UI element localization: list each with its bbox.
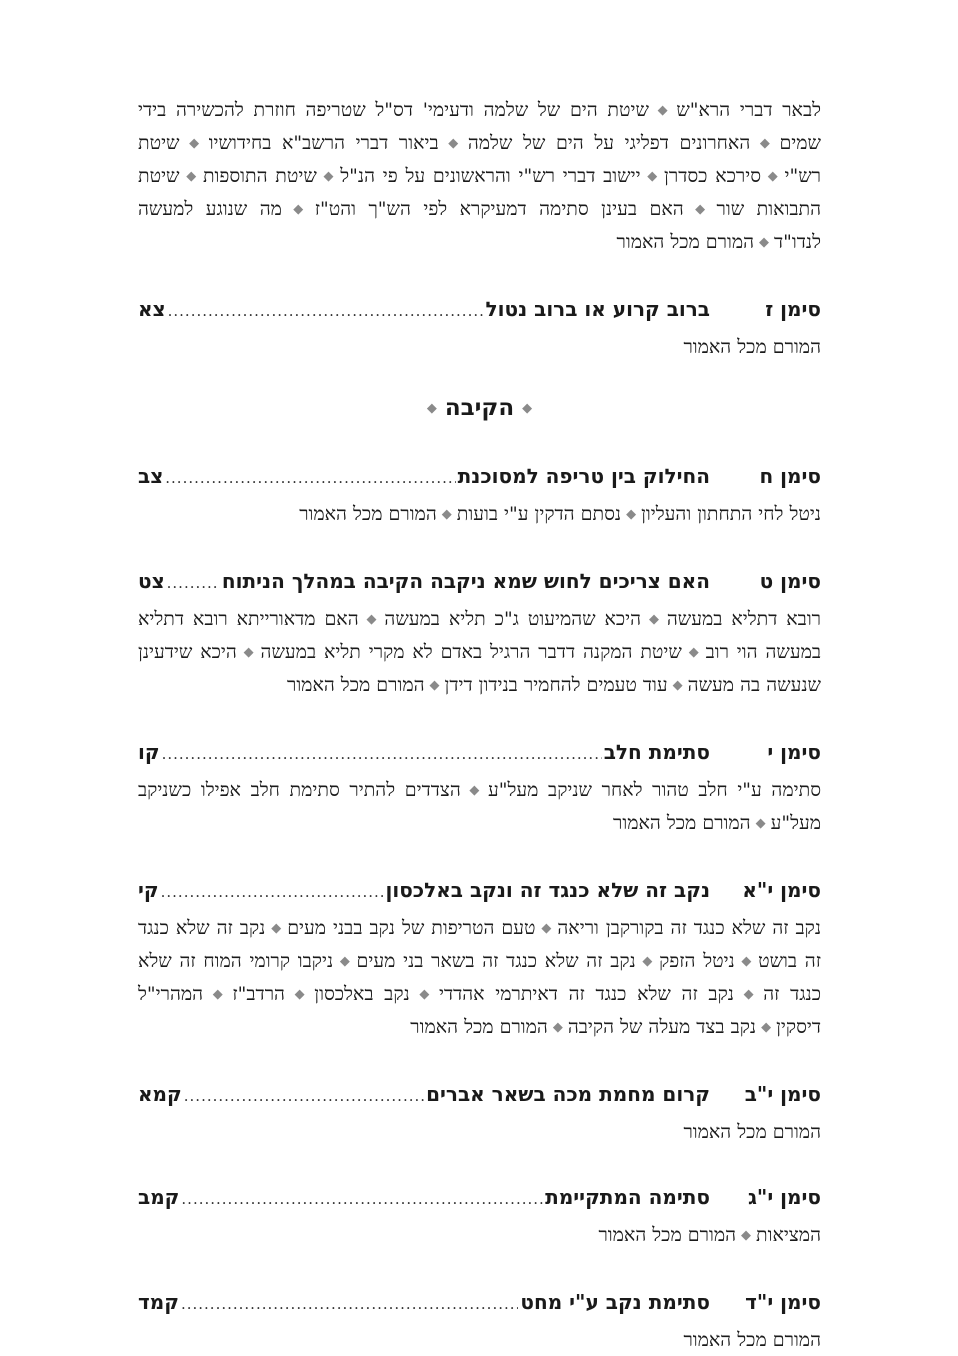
entry-title: ברוב קרוע או ברוב נטול [485, 297, 710, 321]
toc-entry-siman-10[interactable] [138, 737, 821, 841]
diamond-bullet-icon: ◆ [441, 507, 452, 522]
dot-leader [167, 568, 220, 598]
diamond-bullet-icon: ◆ [321, 169, 336, 184]
toc-entry-siman-8[interactable] [138, 461, 821, 532]
diamond-bullet-icon: ◆ [672, 678, 683, 693]
page-number: קמב [138, 1185, 180, 1209]
diamond-bullet-icon: ◆ [646, 612, 662, 627]
diamond-bullet-icon: ◆ [414, 987, 434, 1002]
diamond-bullet-icon: ◆ [552, 1020, 563, 1035]
item: נסתם הדקין ע"י בועות [456, 503, 622, 525]
diamond-bullet-icon: ◆ [289, 987, 310, 1002]
item: המהרי"ל דיסקין [138, 983, 821, 1038]
siman-number: סימן ט [759, 569, 821, 593]
item: הרדב"ז [232, 983, 285, 1005]
entry-subtopics [138, 1117, 821, 1148]
diamond-bullet-icon: ◆ [738, 987, 759, 1002]
item: המורם מכל האמור [410, 1016, 548, 1038]
page-number: קי [138, 878, 159, 902]
diamond-bullet-icon: ◆ [759, 235, 770, 250]
diamond-bullet-icon: ◆ [640, 954, 655, 969]
item: המורם מכל האמור [683, 1329, 821, 1351]
diamond-bullet-icon: ◆ [465, 783, 483, 798]
diamond-bullet-icon: ◆ [761, 1020, 772, 1035]
toc-page [138, 95, 821, 1356]
toc-entry-siman-9[interactable] [138, 566, 821, 703]
diamond-bullet-icon: ◆ [184, 169, 198, 184]
diamond-bullet-icon: ◆ [338, 954, 352, 969]
diamond-bullet-icon: ◆ [766, 169, 780, 184]
dot-leader [161, 877, 384, 907]
entry-title: סתימת נקב ע"י מחט [520, 1290, 710, 1314]
siman-number: סימן י"א [742, 878, 821, 902]
item: רובא דתליא במעשה [666, 608, 822, 630]
diamond-bullet-icon: ◆ [540, 921, 553, 936]
entry-title: החילוק בין טריפה למסוכנת [457, 464, 710, 488]
item: סירכא כסדרן [664, 165, 762, 187]
item: המורם מכל האמור [286, 674, 425, 696]
item: נקב באלכסון [314, 983, 410, 1005]
dot-leader [181, 1184, 543, 1214]
item: נקב זה שלא כנגד זה בושט [138, 917, 822, 972]
siman-number: סימן ח [759, 464, 821, 488]
diamond-bullet-icon: ◆ [522, 401, 533, 416]
diamond-bullet-icon: ◆ [688, 202, 712, 217]
item: המורם מכל האמור [683, 1121, 821, 1143]
entry-title: נקב זה שלא כנגד זה ונקב באלכסון [385, 878, 710, 902]
item: סתימה ע"י חלב טהור לאחר שניקב מעל"ע [488, 779, 822, 801]
toc-entry-siman-14[interactable] [138, 1287, 821, 1356]
item: נקב זה שלא כנגד זה בשאר בני מעים [356, 950, 636, 972]
entry-title: סתימה המתקיימת [545, 1185, 710, 1209]
siman-number: סימן י"ב [744, 1082, 821, 1106]
item: שיטת התבואות שור [138, 165, 822, 220]
entry-subtopics [138, 332, 821, 363]
intro-paragraph [138, 95, 821, 260]
item: נקב זה שלא כנגד זה דאיתרמי אהדדי [438, 983, 734, 1005]
dot-leader [184, 1081, 424, 1111]
siman-number: סימן י"ג [747, 1185, 821, 1209]
entry-subtopics [138, 1220, 821, 1253]
section-title: הקיבה [444, 395, 515, 421]
entry-subtopics [138, 913, 821, 1045]
diamond-bullet-icon: ◆ [184, 136, 204, 151]
diamond-bullet-icon: ◆ [208, 987, 228, 1002]
item: עוד טעמים להחמיר בנידון דידן [444, 674, 668, 696]
item: האם בעינן סתימה דמעיקרא לפי הש"ך והט"ז [314, 198, 684, 220]
dot-leader [181, 1289, 518, 1319]
diamond-bullet-icon: ◆ [270, 921, 283, 936]
item: שיטת הים של שלמה ודעימי' דס"ל שטריפה חוזרת להכשירה בידי שמים [138, 99, 822, 154]
section-header [138, 393, 821, 427]
item: טעם הטריפות של נקב בבני מעים [287, 917, 536, 939]
diamond-bullet-icon: ◆ [241, 645, 256, 660]
diamond-bullet-icon: ◆ [443, 136, 463, 151]
siman-number: סימן י"ד [745, 1290, 821, 1314]
item: נקב בצד מעלה של הקיבה [567, 1016, 757, 1038]
item: יישוב דברי רש"י והראשונים על פי הנ"ל [340, 165, 641, 187]
diamond-bullet-icon: ◆ [739, 954, 754, 969]
diamond-bullet-icon: ◆ [286, 202, 310, 217]
item: היכא שידעינן שנעשה בה מעשה [138, 641, 821, 696]
toc-entry-siman-7[interactable] [138, 294, 821, 363]
siman-number: סימן י [767, 740, 821, 764]
item: ביאור דברי הרשב"א בחידושיו [208, 132, 439, 154]
item: הצדדים להתיר סתימת חלב אפילו כשניקב מעל"ע [138, 779, 821, 834]
diamond-bullet-icon: ◆ [645, 169, 660, 184]
item: המורם מכל האמור [616, 231, 755, 253]
item: האם מדאורייתא רובא דתליא במעשה הוי רוב [138, 608, 822, 663]
entry-title: סתימת חלב [603, 740, 710, 764]
item: מה שנוגע למעשה לנדו"ד [138, 198, 821, 253]
diamond-bullet-icon: ◆ [426, 401, 437, 416]
item: שיטת רש"י [138, 132, 821, 187]
entry-subtopics [138, 775, 821, 841]
item: המורם מכל האמור [598, 1224, 737, 1246]
page-number: קמד [138, 1290, 179, 1314]
item: ניטל הזפק [659, 950, 735, 972]
diamond-bullet-icon: ◆ [741, 1228, 752, 1243]
dot-leader [162, 739, 602, 769]
diamond-bullet-icon: ◆ [686, 645, 701, 660]
item: היכא שהמיעוט ג"כ תליא במעשה [384, 608, 642, 630]
dot-leader [165, 463, 455, 493]
diamond-bullet-icon: ◆ [653, 103, 672, 118]
siman-number: סימן ז [765, 297, 821, 321]
item: המורם מכל האמור [683, 336, 821, 358]
page-number: צב [138, 464, 164, 488]
page-number: קו [138, 740, 160, 764]
entry-subtopics [138, 604, 821, 703]
item: המציאות [756, 1224, 821, 1246]
diamond-bullet-icon: ◆ [363, 612, 380, 627]
entry-subtopics [138, 499, 821, 532]
entry-title: האם צריכים לחוש שמא ניקבה הקיבה במהלך הניתוח [221, 569, 710, 593]
entry-subtopics [138, 1325, 821, 1356]
page-number: צא [138, 297, 166, 321]
item: האחרונים דפליגי על הים של שלמה [467, 132, 751, 154]
item: שיטת התוספות [202, 165, 317, 187]
item: לבאר דברי הרא"ש [676, 99, 822, 121]
diamond-bullet-icon: ◆ [755, 816, 766, 831]
toc-entry-siman-11[interactable] [138, 875, 821, 1045]
diamond-bullet-icon: ◆ [755, 136, 775, 151]
page-number: צט [138, 569, 165, 593]
toc-entry-siman-12[interactable] [138, 1079, 821, 1148]
dot-leader [168, 296, 484, 326]
item: המורם מכל האמור [613, 812, 751, 834]
page-number: קמא [138, 1082, 182, 1106]
entry-title: קרום מחמת מכה בשאר אברים [426, 1082, 710, 1106]
item: המורם מכל האמור [299, 503, 437, 525]
item: ניקבו קרומי המוח זה שלא כנגד זה [138, 950, 822, 1005]
item: נקב זה שלא כנגד זה בקורקבן וריאה [557, 917, 822, 939]
diamond-bullet-icon: ◆ [429, 678, 440, 693]
item: ניטל לחי התחתון והעליון [641, 503, 821, 525]
item: שיטת המקנה דדבר הרגיל באדם לא מקרי תליא במעשה [260, 641, 682, 663]
diamond-bullet-icon: ◆ [626, 507, 637, 522]
toc-entry-siman-13[interactable] [138, 1182, 821, 1253]
